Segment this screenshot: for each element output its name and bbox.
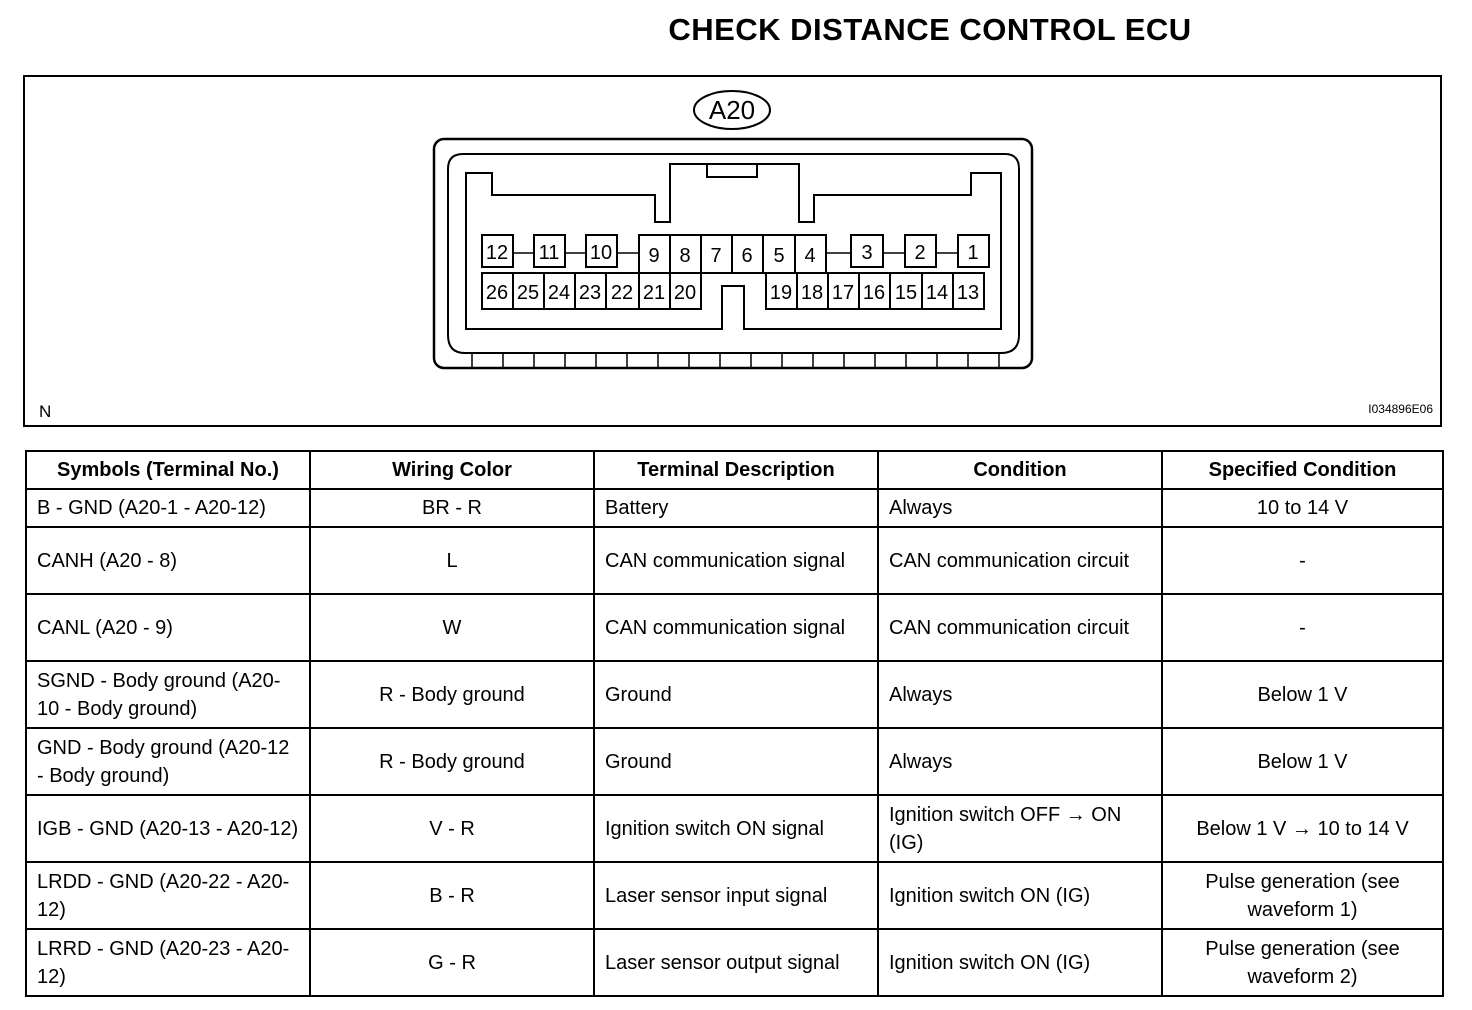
cell-wiring: W [310,594,594,661]
header-wiring-color: Wiring Color [310,451,594,489]
pin-label: 2 [914,242,926,264]
pin-label: 20 [673,282,697,304]
pin-label: 3 [861,242,873,264]
cell-wiring: L [310,527,594,594]
table-row [26,728,1443,795]
cell-description: CAN communication signal [594,527,878,594]
pin-label: 21 [642,282,666,304]
pin-14 [922,273,953,309]
pin-label: 4 [804,245,816,267]
pin-label: 23 [578,282,602,304]
pin-18 [797,273,828,309]
cell-specified: Pulse generation (see waveform 1) [1162,862,1443,929]
cell-symbol: CANL (A20 - 9) [26,594,310,661]
cell-wiring: R - Body ground [310,728,594,795]
cell-specified: Below 1 V → 10 to 14 V [1162,795,1443,862]
pin-label: 7 [710,245,722,267]
page-title: CHECK DISTANCE CONTROL ECU [668,12,1192,47]
cell-symbol: SGND - Body ground (A20-10 - Body ground) [26,661,310,728]
table-row [26,862,1443,929]
pin-6 [732,235,763,273]
header-condition: Condition [878,451,1162,489]
table-row [26,929,1443,996]
connector-diagram [25,77,1444,429]
pin-label: 14 [925,282,949,304]
cell-specified: Below 1 V [1162,661,1443,728]
cell-wiring: G - R [310,929,594,996]
cell-symbol: GND - Body ground (A20-12 - Body ground) [26,728,310,795]
cell-wiring: BR - R [310,489,594,527]
header-specified-condition: Specified Condition [1162,451,1443,489]
pin-label: 9 [648,245,660,267]
pin-label: 26 [485,282,509,304]
pin-13 [953,273,984,309]
cell-condition: CAN communication circuit [878,594,1162,661]
table-row [26,527,1443,594]
pin-8 [670,235,701,273]
pin-1 [958,235,989,267]
cell-specified: - [1162,594,1443,661]
pin-25 [513,273,544,309]
cell-symbol: LRDD - GND (A20-22 - A20-12) [26,862,310,929]
cell-description: Ground [594,661,878,728]
cell-wiring: V - R [310,795,594,862]
pin-label: 22 [610,282,634,304]
pin-3 [851,235,883,267]
pin-label: 17 [831,282,855,304]
pin-label: 24 [547,282,571,304]
cell-symbol: LRRD - GND (A20-23 - A20-12) [26,929,310,996]
cell-specified: Below 1 V [1162,728,1443,795]
cell-condition: Always [878,489,1162,527]
frame-note: N [39,402,52,421]
cell-description: Laser sensor output signal [594,929,878,996]
pin-label: 16 [862,282,886,304]
cell-condition: Ignition switch ON (IG) [878,862,1162,929]
pin-label: 12 [485,242,509,264]
cell-description: Ignition switch ON signal [594,795,878,862]
cell-symbol: CANH (A20 - 8) [26,527,310,594]
cell-specified: - [1162,527,1443,594]
terminal-table [25,450,1444,997]
header-terminal-description: Terminal Description [594,451,878,489]
pin-5 [763,235,795,273]
cell-condition: Always [878,728,1162,795]
pin-15 [890,273,922,309]
cell-description: CAN communication signal [594,594,878,661]
header-symbols: Symbols (Terminal No.) [26,451,310,489]
cell-condition: CAN communication circuit [878,527,1162,594]
pin-label: 10 [589,242,613,264]
cell-specified: Pulse generation (see waveform 2) [1162,929,1443,996]
pin-20 [670,273,701,309]
cell-condition: Ignition switch ON (IG) [878,929,1162,996]
pin-24 [544,273,575,309]
pin-22 [606,273,639,309]
cell-description: Laser sensor input signal [594,862,878,929]
pin-10 [586,235,617,267]
connector-latch [707,164,757,177]
pin-label: 25 [516,282,540,304]
table-header-row [26,451,1443,489]
cell-condition: Ignition switch OFF → ON (IG) [878,795,1162,862]
pin-2 [905,235,936,267]
pin-label: 6 [741,245,753,267]
table-row [26,795,1443,862]
cell-symbol: IGB - GND (A20-13 - A20-12) [26,795,310,862]
table-row [26,594,1443,661]
cell-symbol: B - GND (A20-1 - A20-12) [26,489,310,527]
figure-code: I034896E06 [1368,402,1433,416]
pin-label: 18 [800,282,824,304]
pin-label: 1 [967,242,979,264]
cell-wiring: B - R [310,862,594,929]
pin-11 [534,235,565,267]
pin-label: 5 [773,245,785,267]
connector-label: A20 [708,95,756,125]
table-row [26,489,1443,527]
pin-label: 8 [679,245,691,267]
pin-16 [859,273,890,309]
pin-12 [482,235,513,267]
pin-23 [575,273,606,309]
connector-diagram-frame [23,75,1442,427]
pin-7 [701,235,732,273]
pin-19 [766,273,797,309]
pin-label: 19 [769,282,793,304]
pin-label: 13 [956,282,980,304]
pin-21 [639,273,670,309]
pin-26 [482,273,513,309]
cell-wiring: R - Body ground [310,661,594,728]
pin-label: 15 [894,282,918,304]
pin-4 [795,235,826,273]
cell-description: Ground [594,728,878,795]
table-row [26,661,1443,728]
pin-9 [639,235,670,273]
cell-condition: Always [878,661,1162,728]
cell-specified: 10 to 14 V [1162,489,1443,527]
pin-label: 11 [538,242,560,264]
pin-17 [828,273,859,309]
cell-description: Battery [594,489,878,527]
